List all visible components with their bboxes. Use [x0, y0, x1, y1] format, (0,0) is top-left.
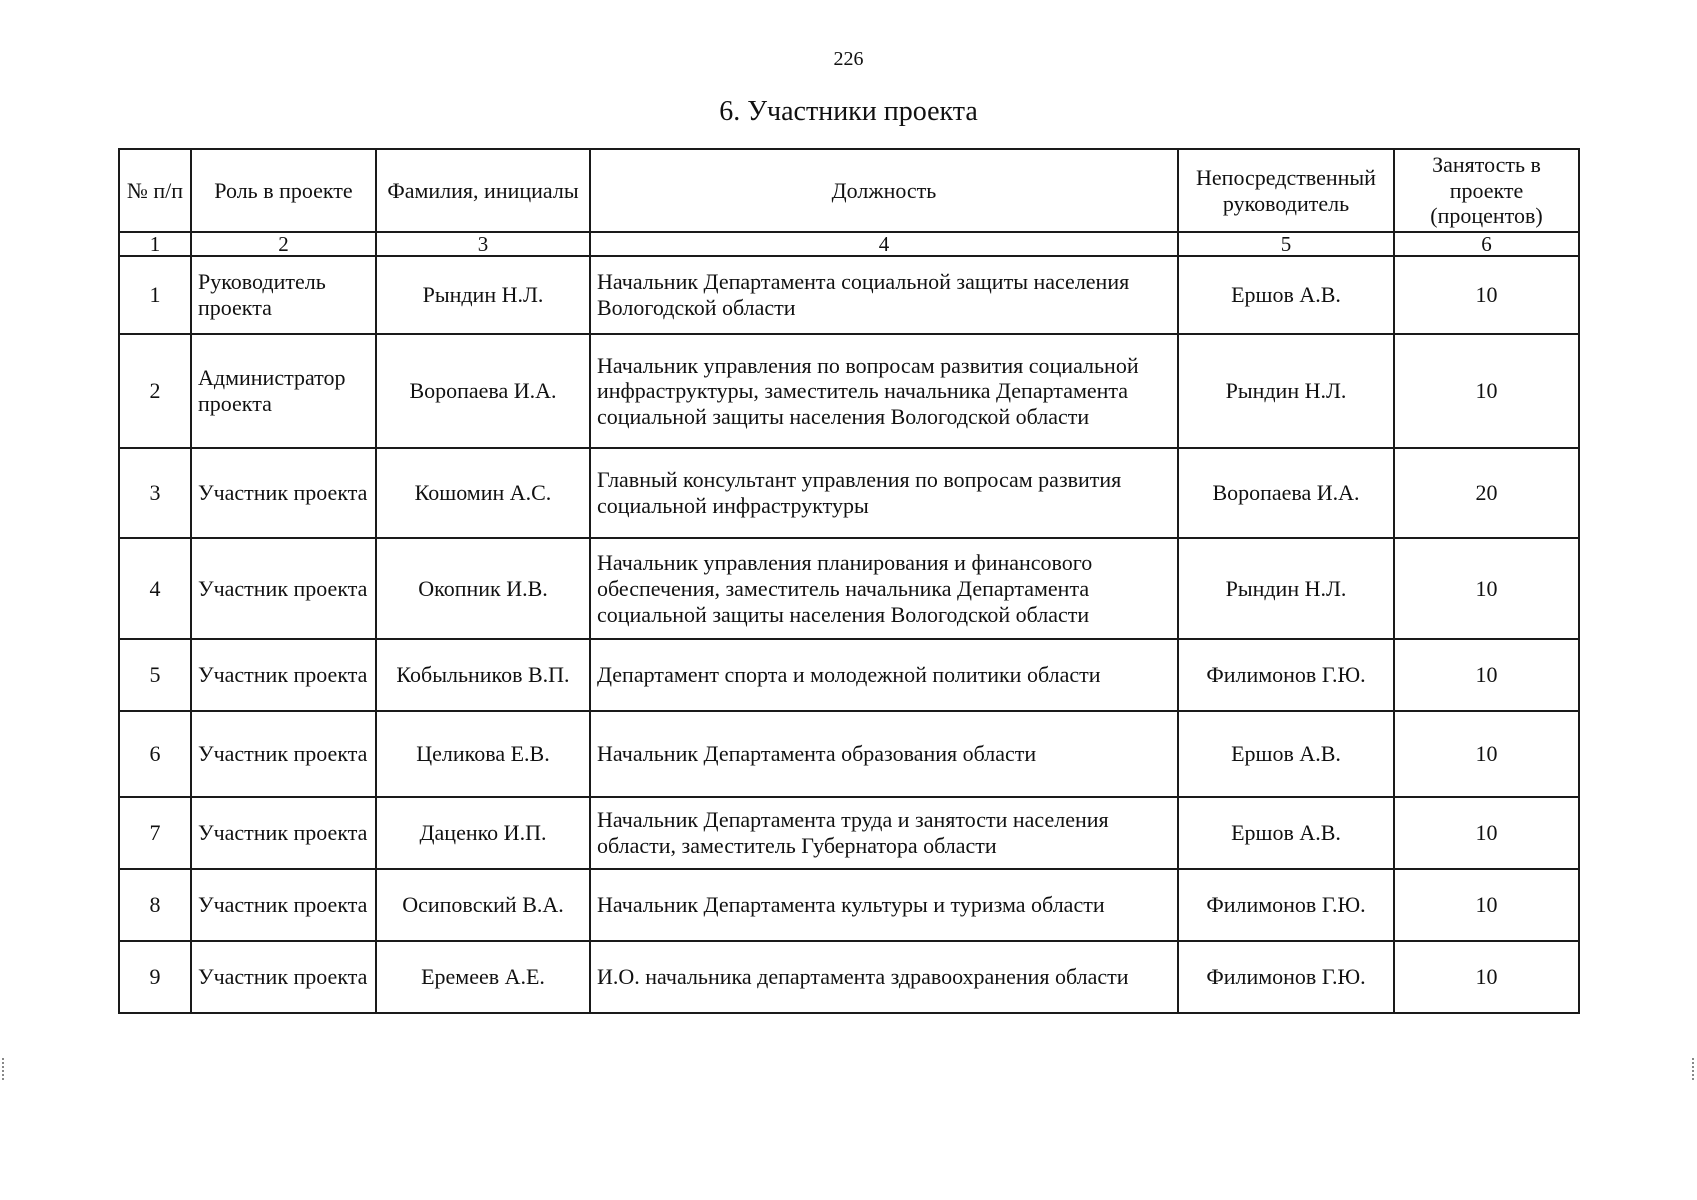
row-role: Участник проекта [191, 869, 376, 941]
row-position: Начальник Департамента образования области [590, 711, 1178, 797]
row-load: 10 [1394, 334, 1579, 448]
row-load: 20 [1394, 448, 1579, 538]
row-role: Участник проекта [191, 941, 376, 1013]
row-manager: Филимонов Г.Ю. [1178, 941, 1394, 1013]
row-number: 3 [119, 448, 191, 538]
row-position: Начальник Департамента труда и занятости населения области, заместитель Губернатора области [590, 797, 1178, 869]
table-row [119, 538, 1579, 639]
column-number-row [119, 232, 1579, 256]
row-manager: Рындин Н.Л. [1178, 538, 1394, 639]
row-name: Воропаева И.А. [376, 334, 590, 448]
column-number: 4 [590, 232, 1178, 256]
row-name: Окопник И.В. [376, 538, 590, 639]
row-number: 1 [119, 256, 191, 334]
table-row [119, 256, 1579, 334]
row-load: 10 [1394, 941, 1579, 1013]
column-number: 2 [191, 232, 376, 256]
row-role: Участник проекта [191, 711, 376, 797]
header-name: Фамилия, инициалы [376, 149, 590, 232]
row-name: Кобыльников В.П. [376, 639, 590, 711]
header-row [119, 149, 1579, 232]
row-role: Участник проекта [191, 797, 376, 869]
row-manager: Воропаева И.А. [1178, 448, 1394, 538]
row-name: Целикова Е.В. [376, 711, 590, 797]
row-number: 6 [119, 711, 191, 797]
margin-dot-mark [2, 1058, 5, 1080]
header-load: Занятость в проекте (процентов) [1394, 149, 1579, 232]
table-row [119, 448, 1579, 538]
row-number: 4 [119, 538, 191, 639]
header-num: № п/п [119, 149, 191, 232]
row-manager: Филимонов Г.Ю. [1178, 869, 1394, 941]
row-number: 5 [119, 639, 191, 711]
row-number: 7 [119, 797, 191, 869]
header-role: Роль в проекте [191, 149, 376, 232]
row-name: Даценко И.П. [376, 797, 590, 869]
row-role: Участник проекта [191, 639, 376, 711]
table-row [119, 334, 1579, 448]
row-load: 10 [1394, 538, 1579, 639]
row-name: Осиповский В.А. [376, 869, 590, 941]
row-role: Участник проекта [191, 448, 376, 538]
row-number: 9 [119, 941, 191, 1013]
row-manager: Ершов А.В. [1178, 256, 1394, 334]
row-load: 10 [1394, 639, 1579, 711]
row-load: 10 [1394, 869, 1579, 941]
row-role: Руководитель проекта [191, 256, 376, 334]
row-load: 10 [1394, 711, 1579, 797]
table-row [119, 869, 1579, 941]
row-position: Начальник управления по вопросам развития социальной инфраструктуры, заместитель начальника Департамента социальной защиты населения Вологодской области [590, 334, 1178, 448]
page-number: 226 [833, 48, 864, 70]
row-position: Главный консультант управления по вопросам развития социальной инфраструктуры [590, 448, 1178, 538]
row-manager: Рындин Н.Л. [1178, 334, 1394, 448]
row-role: Участник проекта [191, 538, 376, 639]
section-title: 6. Участники проекта [719, 96, 978, 127]
column-number: 3 [376, 232, 590, 256]
row-name: Еремеев А.Е. [376, 941, 590, 1013]
row-position: Начальник Департамента социальной защиты населения Вологодской области [590, 256, 1178, 334]
column-number: 6 [1394, 232, 1579, 256]
row-name: Рындин Н.Л. [376, 256, 590, 334]
row-name: Кошомин А.С. [376, 448, 590, 538]
table-row [119, 639, 1579, 711]
row-manager: Ершов А.В. [1178, 711, 1394, 797]
row-number: 8 [119, 869, 191, 941]
row-load: 10 [1394, 256, 1579, 334]
row-manager: Ершов А.В. [1178, 797, 1394, 869]
row-load: 10 [1394, 797, 1579, 869]
participants-table [118, 148, 1580, 1014]
row-position: Начальник Департамента культуры и туризма области [590, 869, 1178, 941]
header-position: Должность [590, 149, 1178, 232]
column-number: 1 [119, 232, 191, 256]
margin-dot-mark [1692, 1058, 1695, 1080]
column-number: 5 [1178, 232, 1394, 256]
row-role: Администратор проекта [191, 334, 376, 448]
row-number: 2 [119, 334, 191, 448]
row-manager: Филимонов Г.Ю. [1178, 639, 1394, 711]
table-row [119, 711, 1579, 797]
table-row [119, 941, 1579, 1013]
row-position: Департамент спорта и молодежной политики области [590, 639, 1178, 711]
row-position: Начальник управления планирования и финансового обеспечения, заместитель начальника Департамента социальной защиты населения Вологодской области [590, 538, 1178, 639]
row-position: И.О. начальника департамента здравоохранения области [590, 941, 1178, 1013]
table-row [119, 797, 1579, 869]
header-manager: Непосредственный руководитель [1178, 149, 1394, 232]
